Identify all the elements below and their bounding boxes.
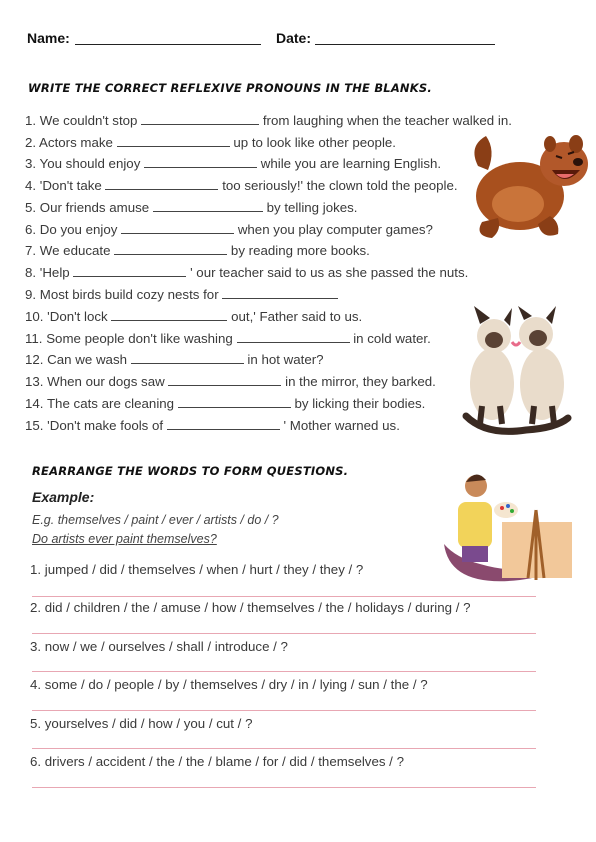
list-item: 12. Can we wash in hot water? xyxy=(25,352,324,367)
answer-blank[interactable] xyxy=(117,136,230,147)
answer-blank[interactable] xyxy=(178,397,291,408)
list-item: 1. jumped / did / themselves / when / hurt / they / they / ? xyxy=(30,562,364,577)
list-item: 14. The cats are cleaning by licking their bodies. xyxy=(25,396,426,411)
answer-blank[interactable] xyxy=(153,201,263,212)
kissing-cats-illustration xyxy=(456,306,580,438)
answer-line[interactable] xyxy=(32,747,536,749)
answer-blank[interactable] xyxy=(105,179,218,190)
laughing-bear-illustration xyxy=(468,126,590,242)
list-item: 11. Some people don't like washing in cold water. xyxy=(25,331,431,346)
list-item: 4. some / do / people / by / themselves / dry / in / lying / sun / the / ? xyxy=(30,677,428,692)
list-item: 9. Most birds build cozy nests for xyxy=(25,287,338,302)
list-item: 10. 'Don't lock out,' Father said to us. xyxy=(25,309,363,324)
answer-blank[interactable] xyxy=(73,266,186,277)
answer-blank[interactable] xyxy=(222,288,338,299)
list-item: 3. You should enjoy while you are learning English. xyxy=(25,156,442,171)
example-answer: Do artists ever paint themselves? xyxy=(32,532,217,546)
name-field[interactable] xyxy=(75,43,261,45)
answer-blank[interactable] xyxy=(141,114,259,125)
answer-line[interactable] xyxy=(32,709,536,711)
section1-title: WRITE THE CORRECT REFLEXIVE PRONOUNS IN THE BLANKS. xyxy=(28,81,432,95)
list-item: 6. Do you enjoy when you play computer games? xyxy=(25,222,433,237)
name-label: Name: xyxy=(27,30,70,46)
answer-blank[interactable] xyxy=(114,244,227,255)
answer-line[interactable] xyxy=(32,632,536,634)
answer-blank[interactable] xyxy=(168,375,281,386)
answer-line[interactable] xyxy=(32,670,536,672)
list-item: 5. Our friends amuse by telling jokes. xyxy=(25,200,358,215)
list-item: 7. We educate by reading more books. xyxy=(25,243,370,258)
answer-line[interactable] xyxy=(32,595,536,597)
example-prompt: E.g. themselves / paint / ever / artists / do / ? xyxy=(32,513,279,527)
answer-blank[interactable] xyxy=(131,353,244,364)
list-item: 8. 'Help ' our teacher said to us as she passed the nuts. xyxy=(25,265,469,280)
list-item: 5. yourselves / did / how / you / cut / ? xyxy=(30,716,253,731)
answer-blank[interactable] xyxy=(237,332,350,343)
list-item: 15. 'Don't make fools of ' Mother warned us. xyxy=(25,418,400,433)
painter-illustration xyxy=(440,468,574,594)
answer-blank[interactable] xyxy=(167,419,280,430)
list-item: 2. Actors make up to look like other people. xyxy=(25,135,396,150)
list-item: 4. 'Don't take too seriously!' the clown told the people. xyxy=(25,178,458,193)
answer-blank[interactable] xyxy=(111,310,227,321)
list-item: 6. drivers / accident / the / the / blame / for / did / themselves / ? xyxy=(30,754,404,769)
example-title: Example: xyxy=(32,489,95,505)
list-item: 13. When our dogs saw in the mirror, they barked. xyxy=(25,374,436,389)
answer-blank[interactable] xyxy=(144,157,257,168)
answer-line[interactable] xyxy=(32,786,536,788)
list-item: 2. did / children / the / amuse / how / themselves / the / holidays / during / ? xyxy=(30,600,471,615)
section2-title: REARRANGE THE WORDS TO FORM QUESTIONS. xyxy=(32,464,349,478)
list-item: 3. now / we / ourselves / shall / introduce / ? xyxy=(30,639,288,654)
list-item: 1. We couldn't stop from laughing when the teacher walked in. xyxy=(25,113,512,128)
date-label: Date: xyxy=(276,30,312,46)
answer-blank[interactable] xyxy=(121,223,234,234)
date-field[interactable] xyxy=(315,43,495,45)
